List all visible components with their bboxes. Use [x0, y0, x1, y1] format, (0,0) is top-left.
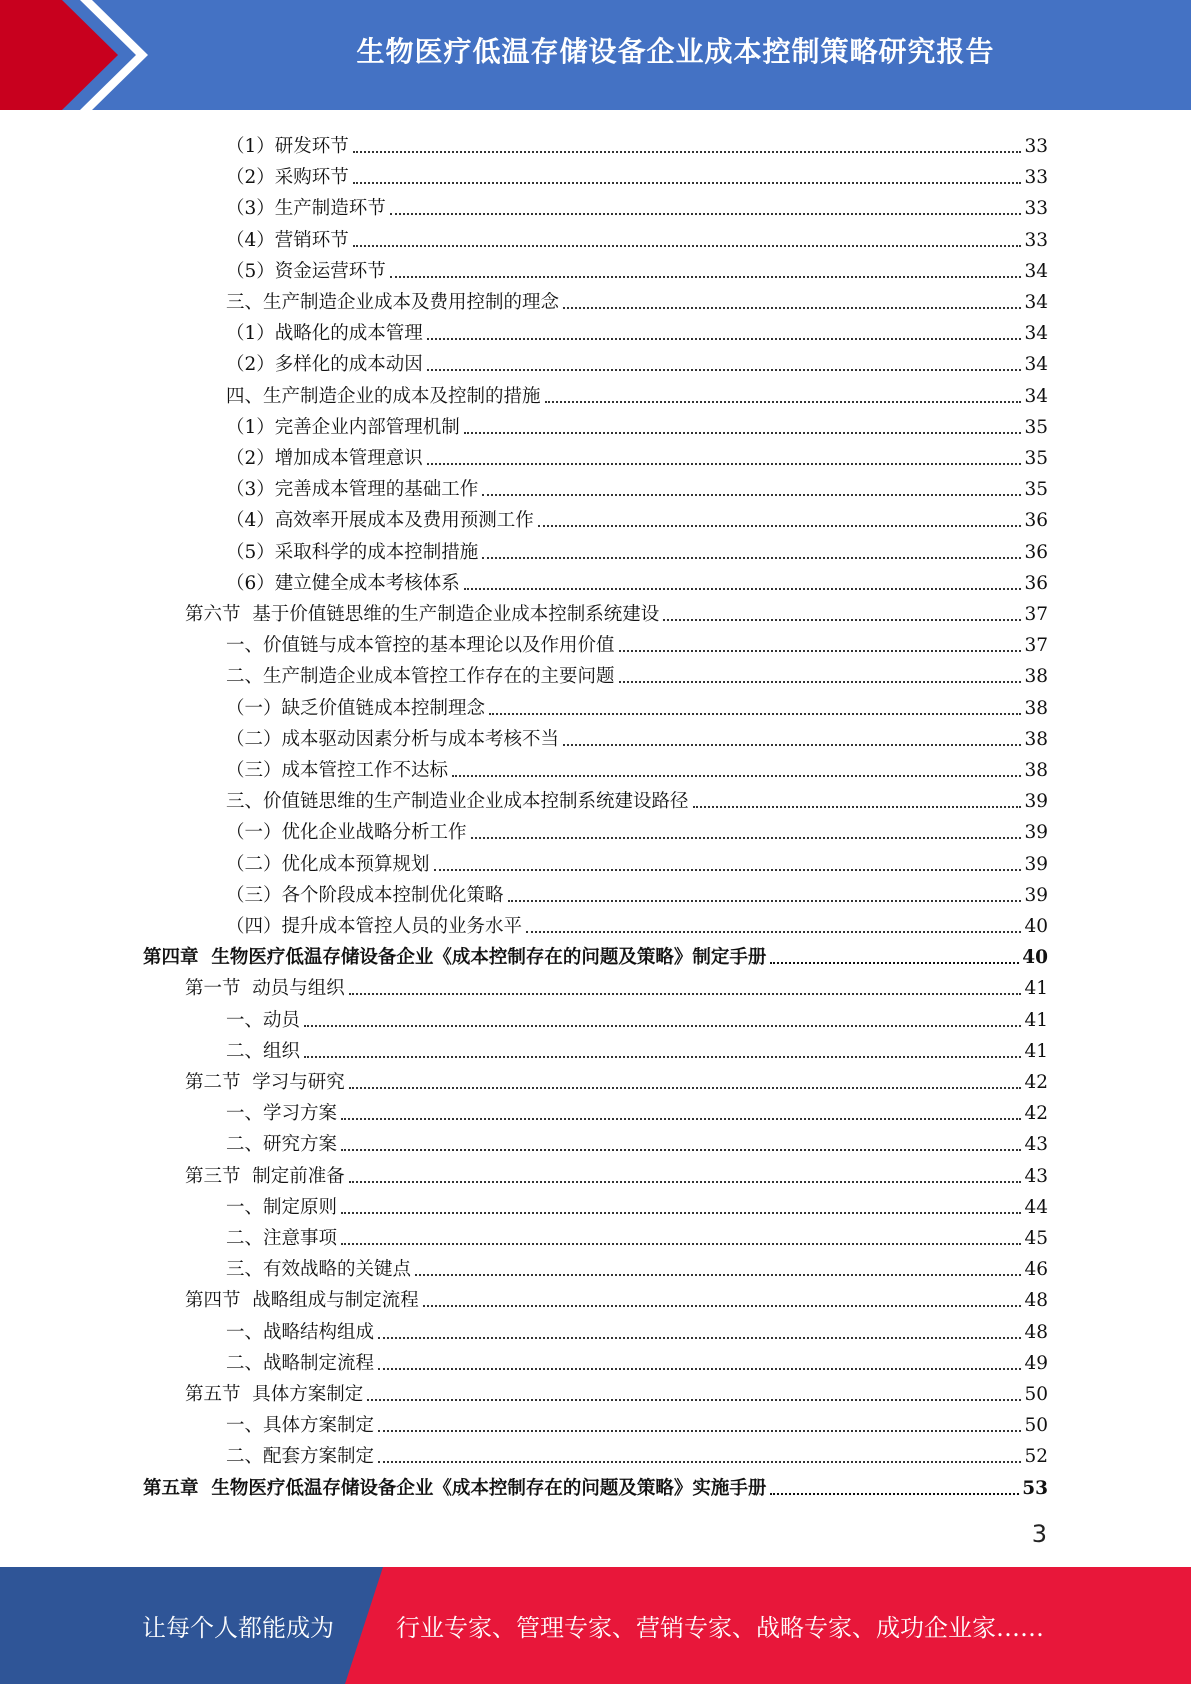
toc-entry-title: （3）完善成本管理的基础工作: [226, 479, 479, 501]
dot-leader: [434, 869, 1022, 871]
dot-leader: [464, 588, 1022, 590]
toc-entry-title: 二、战略制定流程: [226, 1352, 375, 1374]
toc-entry-title: 四、生产制造企业的成本及控制的措施: [226, 385, 541, 407]
toc-entry-page: 35: [1024, 416, 1048, 438]
toc-entry[interactable]: [226, 689, 1048, 720]
toc-entry[interactable]: [226, 1406, 1048, 1437]
toc-entry[interactable]: [226, 1125, 1048, 1156]
toc-entry[interactable]: [226, 1313, 1048, 1344]
toc-entry[interactable]: [226, 221, 1048, 252]
page-header: [0, 0, 1191, 110]
toc-entry[interactable]: [226, 533, 1048, 564]
toc-entry-title: （一）优化企业战略分析工作: [226, 822, 467, 844]
toc-entry-title: 第一节 动员与组织: [185, 978, 345, 1000]
toc-entry-title: （1）完善企业内部管理机制: [226, 416, 460, 438]
toc-entry[interactable]: [226, 1032, 1048, 1063]
toc-entry-title: 第五节 具体方案制定: [185, 1384, 364, 1405]
dot-leader: [489, 713, 1021, 715]
toc-entry-page: 39: [1024, 884, 1048, 906]
dot-leader: [563, 744, 1021, 746]
dot-leader: [390, 276, 1022, 278]
toc-entry[interactable]: [226, 1250, 1048, 1281]
toc-entry-page: 44: [1024, 1196, 1048, 1218]
toc-entry-title: 三、生产制造企业成本及费用控制的理念: [226, 292, 560, 313]
toc-entry-page: 35: [1024, 479, 1048, 501]
dot-leader: [378, 1461, 1021, 1463]
toc-entry[interactable]: [226, 1188, 1048, 1219]
toc-entry-page: 48: [1024, 1290, 1048, 1312]
toc-entry-title: 一、学习方案: [226, 1103, 338, 1125]
red-chevron-decoration: [0, 0, 160, 110]
toc-entry-title: （4）营销环节: [226, 229, 349, 251]
dot-leader: [304, 1056, 1021, 1058]
toc-entry[interactable]: [226, 189, 1048, 220]
toc-entry[interactable]: [226, 1094, 1048, 1125]
toc-entry-page: 43: [1024, 1134, 1048, 1156]
toc-entry[interactable]: [226, 158, 1048, 189]
dot-leader: [482, 494, 1021, 496]
dot-leader: [619, 650, 1022, 652]
toc-entry-page: 34: [1024, 323, 1048, 345]
dot-leader: [508, 900, 1022, 902]
toc-entry-title: 第四节 战略组成与制定流程: [185, 1290, 419, 1312]
toc-entry-page: 34: [1024, 260, 1048, 282]
toc-entry-page: 34: [1024, 385, 1048, 407]
toc-entry-page: 45: [1024, 1228, 1048, 1249]
dot-leader: [390, 213, 1022, 215]
dot-leader: [427, 338, 1022, 340]
toc-entry[interactable]: [226, 751, 1048, 782]
dot-leader: [341, 1149, 1021, 1151]
toc-entry-page: 42: [1024, 1103, 1048, 1125]
toc-entry-title: （二）成本驱动因素分析与成本考核不当: [226, 728, 560, 750]
dot-leader: [427, 463, 1022, 465]
toc-entry-page: 46: [1024, 1259, 1048, 1281]
toc-entry-title: 三、价值链思维的生产制造业企业成本控制系统建设路径: [226, 791, 689, 813]
dot-leader: [464, 432, 1022, 434]
toc-entry-page: 49: [1024, 1352, 1048, 1374]
dot-leader: [341, 1118, 1021, 1120]
toc-entry-page: 41: [1024, 1040, 1048, 1062]
toc-entry-page: 41: [1024, 1009, 1048, 1031]
toc-entry-page: 33: [1024, 136, 1048, 157]
toc-entry-title: （3）生产制造环节: [226, 198, 386, 220]
dot-leader: [341, 1212, 1021, 1214]
dot-leader: [353, 245, 1022, 247]
toc-entry-title: 三、有效战略的关键点: [226, 1259, 412, 1281]
dot-leader: [349, 1087, 1022, 1089]
toc-entry[interactable]: [143, 938, 1048, 969]
dot-leader: [619, 681, 1022, 683]
toc-entry-title: 第二节 学习与研究: [185, 1072, 345, 1093]
toc-entry-page: 36: [1024, 510, 1048, 532]
toc-entry[interactable]: [226, 127, 1048, 158]
toc-entry-page: 34: [1024, 292, 1048, 313]
toc-entry-title: （一）缺乏价值链成本控制理念: [226, 697, 486, 719]
toc-entry-page: 38: [1024, 697, 1048, 719]
toc-entry[interactable]: [185, 1157, 1048, 1188]
toc-entry-title: （5）资金运营环节: [226, 260, 386, 282]
dot-leader: [452, 775, 1021, 777]
dot-leader: [538, 525, 1022, 527]
dot-leader: [770, 1493, 1019, 1495]
toc-entry-title: 第三节 制定前准备: [185, 1165, 345, 1187]
toc-entry-title: （1）战略化的成本管理: [226, 323, 423, 345]
dot-leader: [563, 307, 1021, 309]
dot-leader: [526, 931, 1021, 933]
dot-leader: [427, 369, 1022, 371]
toc-entry[interactable]: [226, 314, 1048, 345]
toc-entry[interactable]: [226, 1344, 1048, 1375]
toc-entry[interactable]: [226, 564, 1048, 595]
toc-entry-title: 一、战略结构组成: [226, 1321, 375, 1343]
toc-entry-page: 38: [1024, 728, 1048, 750]
toc-entry[interactable]: [226, 782, 1048, 813]
toc-entry[interactable]: [226, 720, 1048, 751]
toc-entry[interactable]: [185, 1281, 1048, 1312]
toc-entry-page: 48: [1024, 1321, 1048, 1343]
toc-entry[interactable]: [226, 283, 1048, 314]
dot-leader: [482, 557, 1021, 559]
toc-entry[interactable]: [226, 377, 1048, 408]
toc-entry-title: 一、具体方案制定: [226, 1415, 375, 1437]
dot-leader: [353, 151, 1022, 153]
footer-slogan-left: 让每个人都能成为: [142, 1614, 334, 1642]
toc-entry-page: 36: [1024, 572, 1048, 594]
dot-leader: [341, 1243, 1021, 1245]
toc-entry-title: （三）成本管控工作不达标: [226, 760, 449, 781]
toc-entry-title: 一、价值链与成本管控的基本理论以及作用价值: [226, 635, 615, 657]
toc-entry-title: （2）增加成本管理意识: [226, 448, 423, 469]
toc-entry[interactable]: [185, 595, 1048, 626]
dot-leader: [304, 1025, 1021, 1027]
toc-entry-title: 二、生产制造企业成本管控工作存在的主要问题: [226, 666, 615, 688]
toc-entry-title: 第五章 生物医疗低温存储设备企业《成本控制存在的问题及策略》实施手册: [143, 1477, 767, 1499]
toc-entry-page: 40: [1022, 947, 1048, 969]
toc-entry-title: 二、研究方案: [226, 1134, 338, 1156]
toc-entry-page: 33: [1024, 198, 1048, 220]
dot-leader: [770, 962, 1019, 964]
toc-entry-title: 二、注意事项: [226, 1228, 338, 1249]
dot-leader: [367, 1399, 1021, 1401]
toc-entry[interactable]: [226, 1001, 1048, 1032]
toc-entry[interactable]: [143, 1469, 1048, 1500]
toc-entry-title: （2）采购环节: [226, 167, 349, 189]
toc-entry-page: 50: [1024, 1415, 1048, 1437]
toc-entry-title: 第四章 生物医疗低温存储设备企业《成本控制存在的问题及策略》制定手册: [143, 947, 767, 969]
dot-leader: [423, 1305, 1022, 1307]
toc-entry-title: （1）研发环节: [226, 136, 349, 157]
toc-entry-page: 52: [1024, 1446, 1048, 1468]
page-footer: [0, 1567, 1191, 1684]
dot-leader: [693, 806, 1022, 808]
toc-entry-page: 40: [1024, 916, 1048, 937]
toc-entry[interactable]: [226, 657, 1048, 688]
dot-leader: [353, 182, 1022, 184]
toc-entry-page: 38: [1024, 666, 1048, 688]
toc-entry-page: 37: [1024, 635, 1048, 657]
dot-leader: [378, 1368, 1021, 1370]
toc-entry-page: 41: [1024, 978, 1048, 1000]
toc-entry-page: 39: [1024, 791, 1048, 813]
toc-entry[interactable]: [185, 969, 1048, 1000]
toc-entry-page: 35: [1024, 448, 1048, 469]
toc-entry-title: （5）采取科学的成本控制措施: [226, 541, 479, 563]
toc-entry-page: 33: [1024, 229, 1048, 251]
toc-entry-title: 二、配套方案制定: [226, 1446, 375, 1468]
toc-entry[interactable]: [226, 345, 1048, 376]
dot-leader: [378, 1430, 1021, 1432]
toc-entry[interactable]: [226, 876, 1048, 907]
toc-entry[interactable]: [226, 408, 1048, 439]
dot-leader: [378, 1337, 1021, 1339]
toc-entry-page: 37: [1024, 604, 1048, 625]
toc-entry[interactable]: [226, 501, 1048, 532]
toc-entry-title: （6）建立健全成本考核体系: [226, 572, 460, 594]
dot-leader: [663, 619, 1021, 621]
toc-entry[interactable]: [226, 252, 1048, 283]
toc-entry[interactable]: [226, 626, 1048, 657]
toc-entry-page: 36: [1024, 541, 1048, 563]
report-title: 生物医疗低温存储设备企业成本控制策略研究报告: [356, 35, 995, 68]
toc-entry[interactable]: [226, 845, 1048, 876]
toc-entry-title: 一、制定原则: [226, 1196, 338, 1218]
toc-entry-page: 42: [1024, 1072, 1048, 1093]
toc-entry[interactable]: [226, 1437, 1048, 1468]
toc-entry-page: 39: [1024, 853, 1048, 875]
toc-entry-page: 38: [1024, 760, 1048, 781]
toc-entry-title: （4）高效率开展成本及费用预测工作: [226, 510, 534, 532]
toc-entry[interactable]: [226, 470, 1048, 501]
toc-entry-page: 33: [1024, 167, 1048, 189]
toc-entry-page: 50: [1024, 1384, 1048, 1405]
toc-entry-page: 43: [1024, 1165, 1048, 1187]
page-number: 3: [1031, 1520, 1047, 1548]
dot-leader: [415, 1274, 1021, 1276]
dot-leader: [349, 1181, 1022, 1183]
toc-entry[interactable]: [185, 1375, 1048, 1406]
toc-entry-title: 一、动员: [226, 1009, 301, 1031]
dot-leader: [471, 837, 1022, 839]
dot-leader: [545, 401, 1022, 403]
footer-slogan-right: 行业专家、管理专家、营销专家、战略专家、成功企业家……: [396, 1614, 1044, 1642]
toc-entry-title: （2）多样化的成本动因: [226, 354, 423, 376]
toc-entry-page: 39: [1024, 822, 1048, 844]
toc-entry-title: 二、组织: [226, 1040, 301, 1062]
toc-entry-title: （四）提升成本管控人员的业务水平: [226, 916, 523, 937]
toc-entry[interactable]: [226, 907, 1048, 938]
toc-entry-page: 53: [1022, 1477, 1048, 1499]
toc-entry-title: （二）优化成本预算规划: [226, 853, 430, 875]
toc-entry[interactable]: [226, 813, 1048, 844]
toc-entry[interactable]: [185, 1063, 1048, 1094]
toc-entry-title: 第六节 基于价值链思维的生产制造企业成本控制系统建设: [185, 604, 660, 625]
dot-leader: [349, 993, 1022, 995]
toc-entry[interactable]: [226, 439, 1048, 470]
toc-entry-page: 34: [1024, 354, 1048, 376]
toc-entry[interactable]: [226, 1219, 1048, 1250]
toc-entry-title: （三）各个阶段成本控制优化策略: [226, 884, 504, 906]
